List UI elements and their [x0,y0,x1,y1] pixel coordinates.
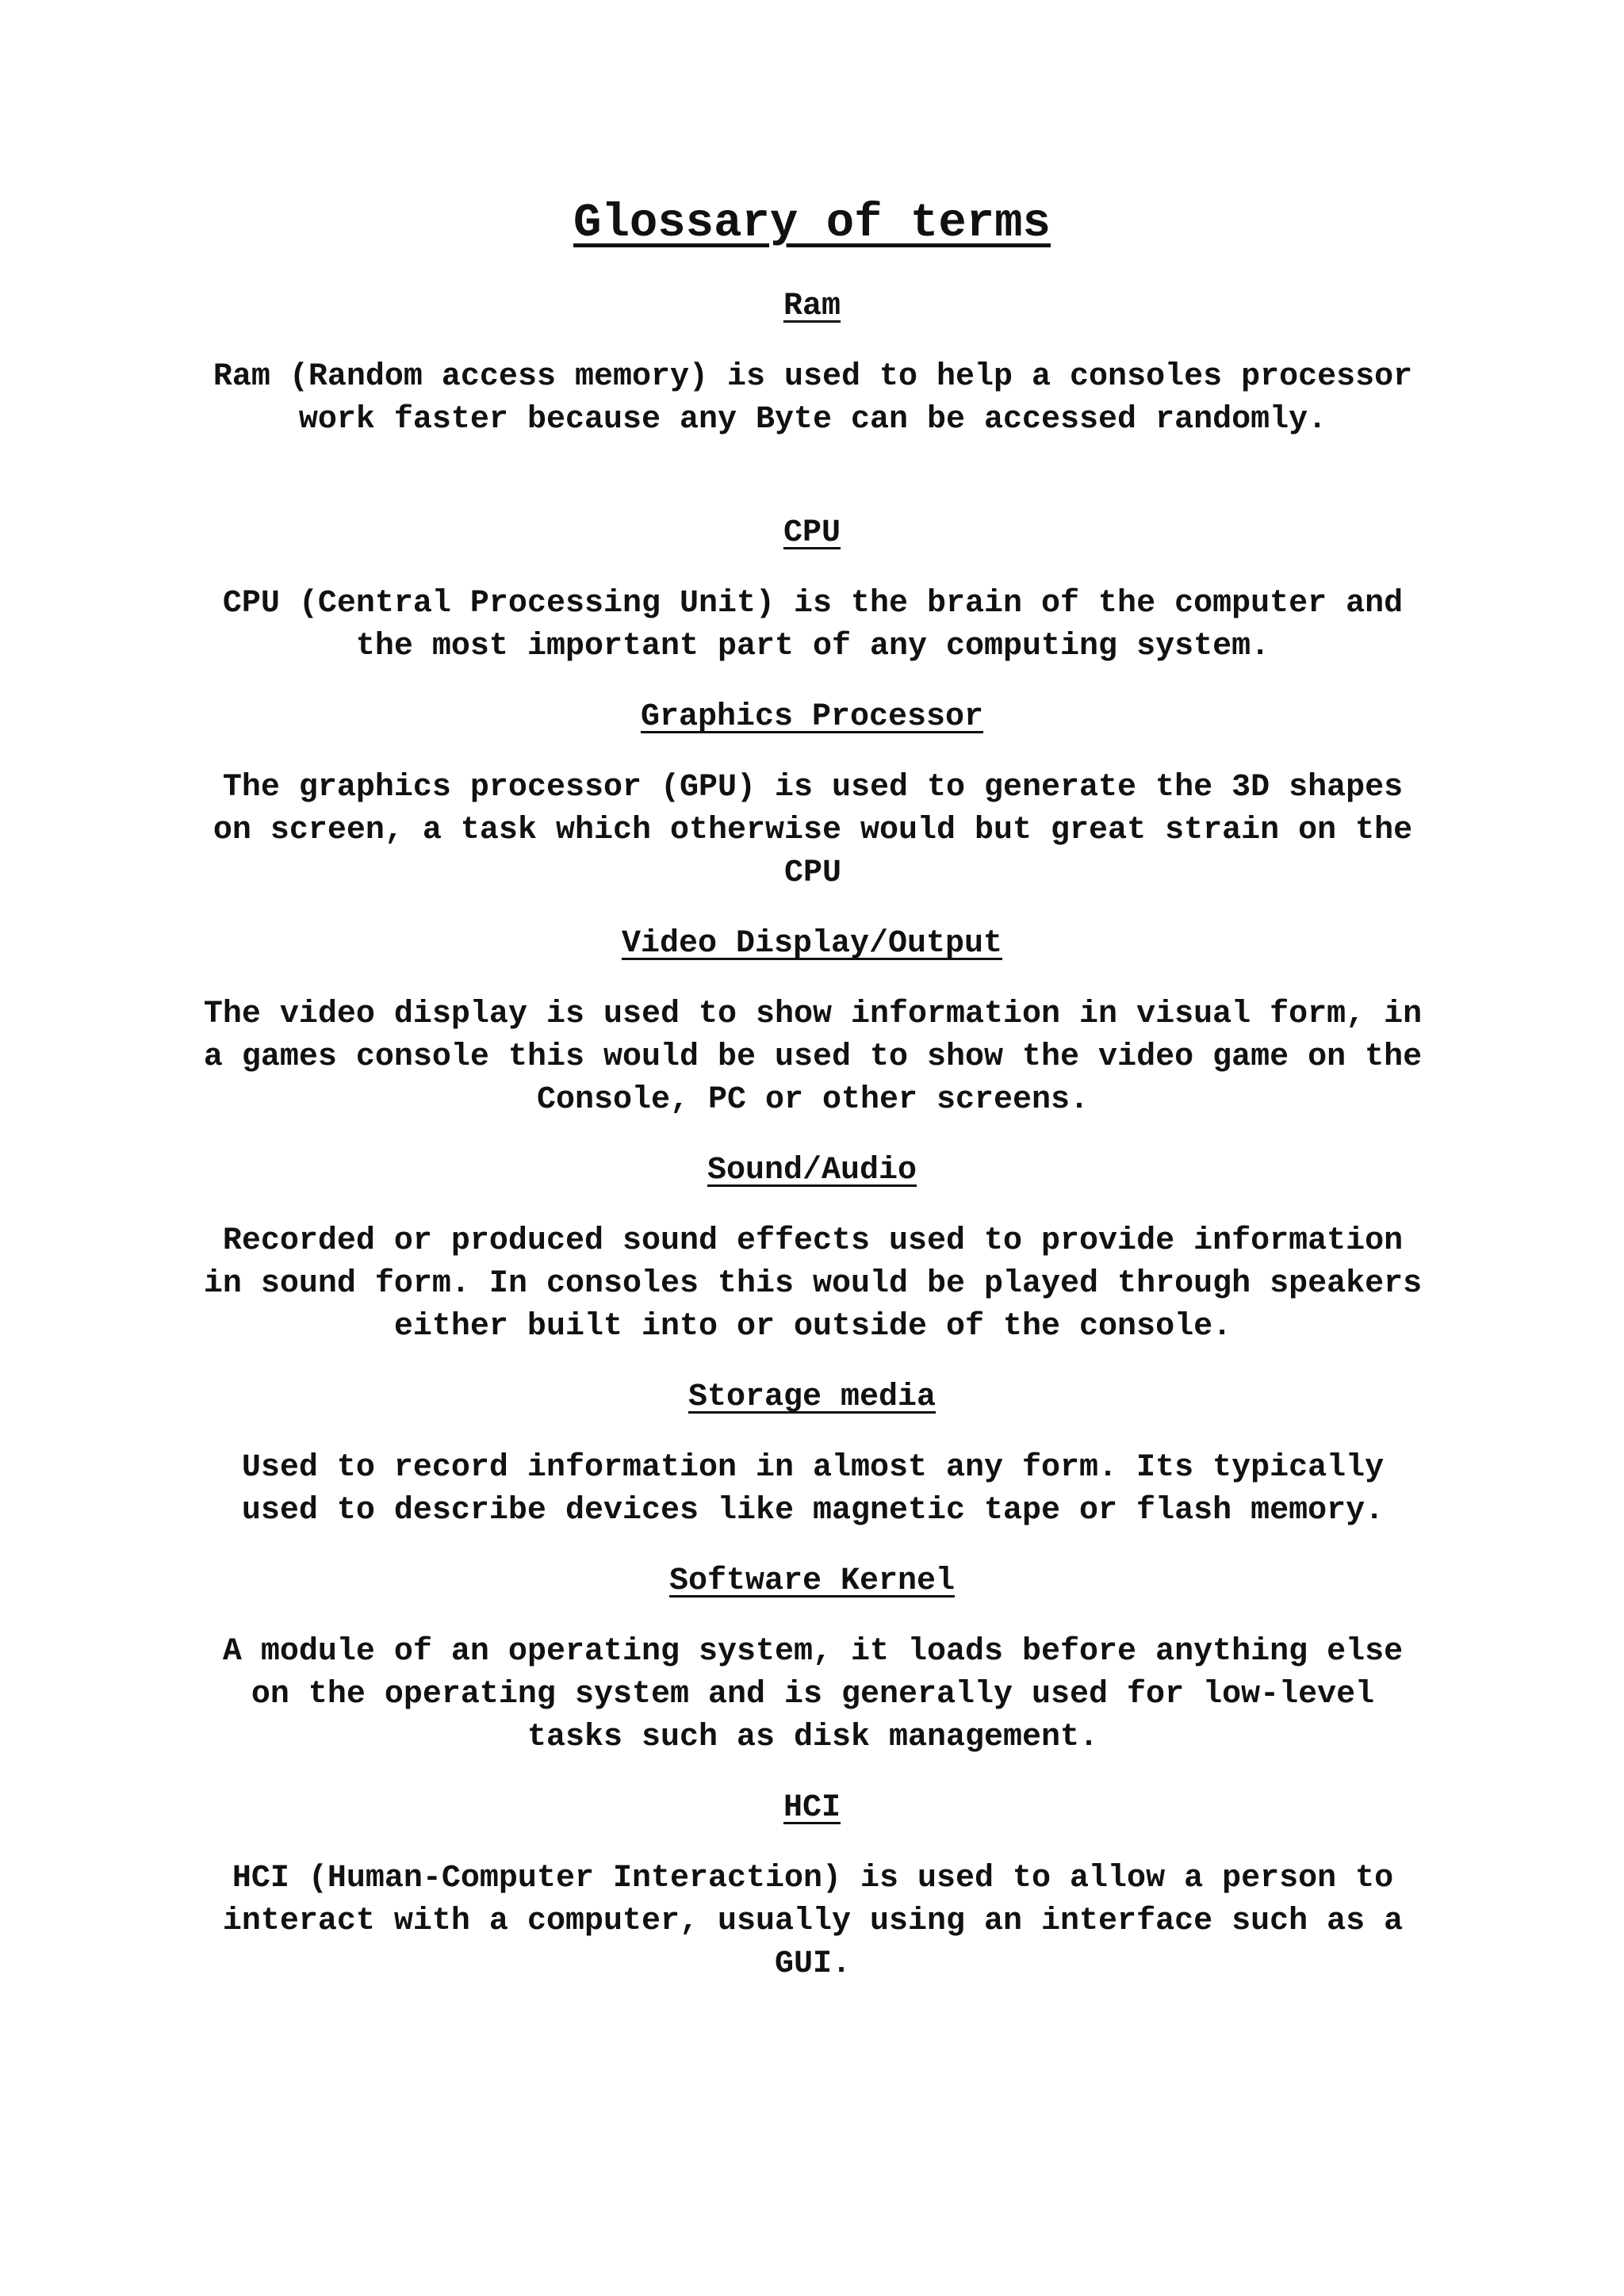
term-heading-storage-media: Storage media [688,1380,936,1415]
term-heading-graphics-processor: Graphics Processor [640,699,984,735]
term-heading-video-display: Video Display/Output [621,926,1003,962]
definition-hci: HCI (Human-Computer Interaction) is used to allow a person to interact with a computer, usually using an interface such as a GUI. [222,1861,1404,1982]
term-heading-sound-audio: Sound/Audio [707,1153,917,1188]
definition-ram: Ram (Random access memory) is used to help a consoles processor work faster because any Byte can be accessed randomly. [213,359,1413,438]
definition-storage-media: Used to record information in almost any form. Its typically used to describe devices like magnetic tape or flash memory. [241,1450,1385,1529]
definition-sound-audio: Recorded or produced sound effects used to provide information in sound form. In consoles this would be played through speakers either built into or outside of the console. [203,1223,1423,1345]
term-heading-hci: HCI [783,1790,841,1826]
definition-video-display: The video display is used to show information in visual form, in a games console this would be used to show the video game on the Console, PC or other screens. [203,997,1423,1118]
definition-graphics-processor: The graphics processor (GPU) is used to generate the 3D shapes on screen, a task which otherwise would but great strain on the CPU [213,770,1413,891]
page-title: Glossary of terms [573,197,1051,250]
term-heading-cpu: CPU [783,515,841,551]
definition-cpu: CPU (Central Processing Unit) is the brain of the computer and the most important part of any computing system. [222,586,1404,664]
term-heading-software-kernel: Software Kernel [668,1563,956,1599]
term-heading-ram: Ram [783,289,841,324]
definition-software-kernel: A module of an operating system, it loads before anything else on the operating system and is generally used for low-level tasks such as disk management. [222,1634,1404,1755]
